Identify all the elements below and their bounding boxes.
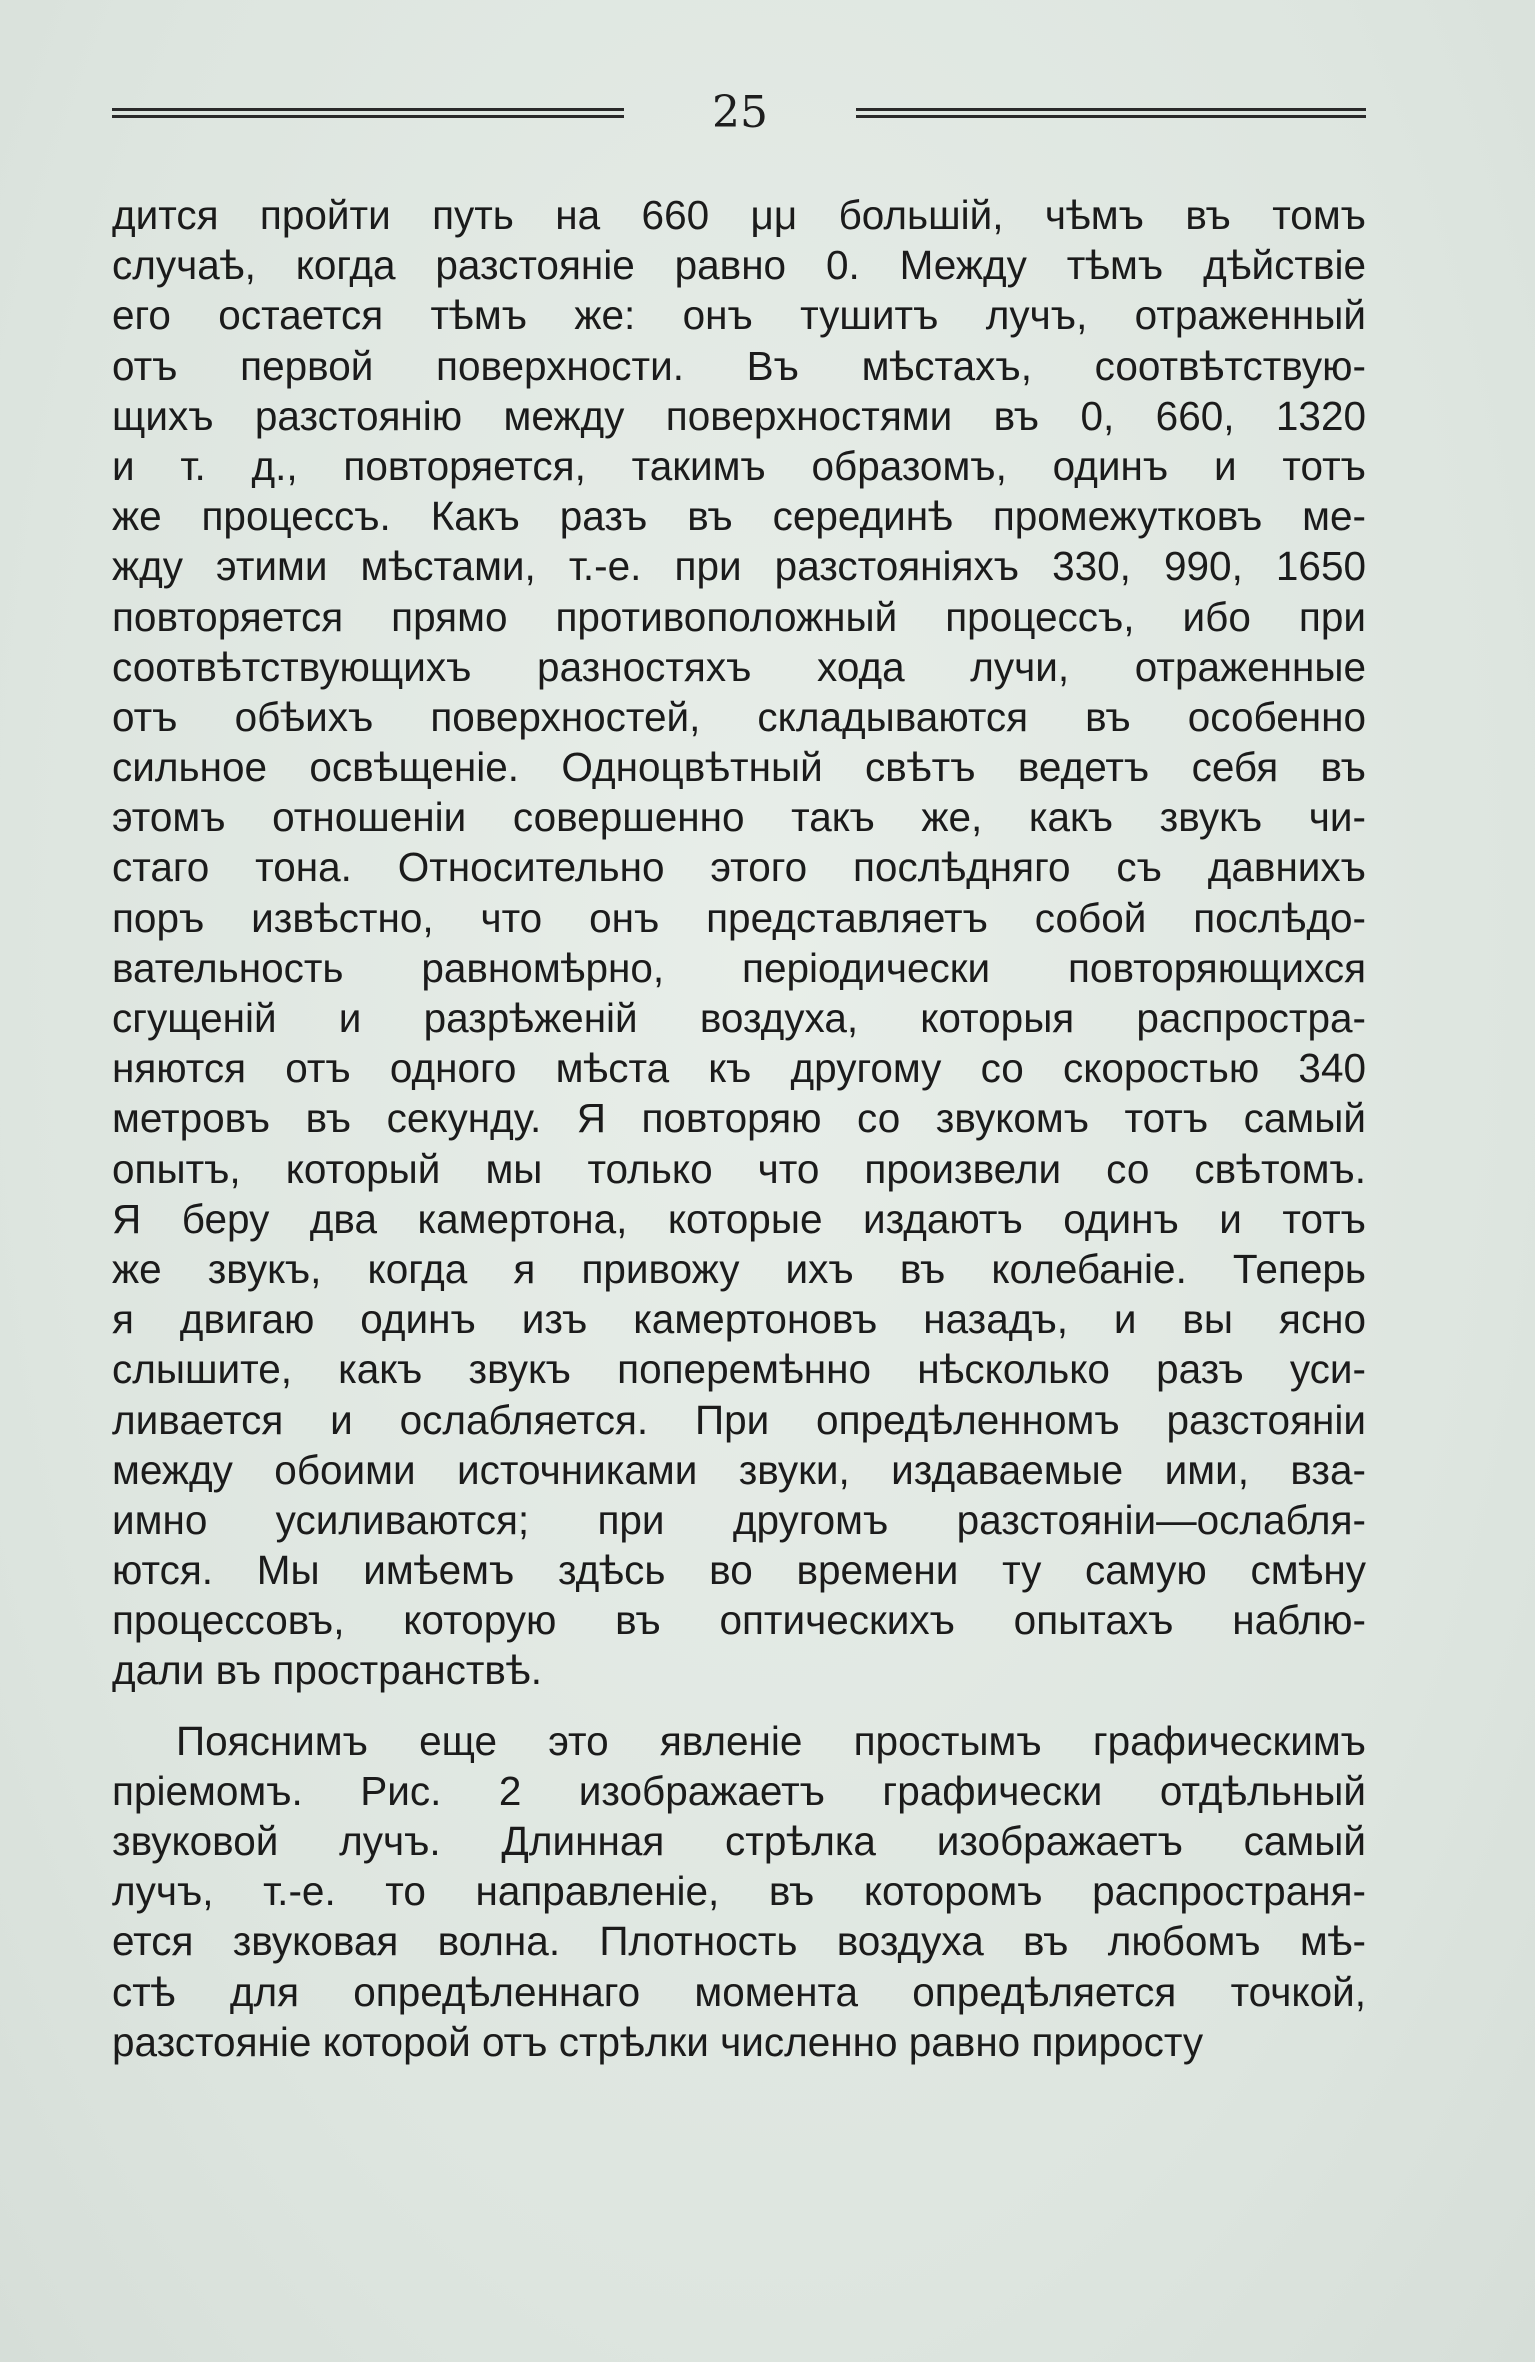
text-line: лучъ, т.-е. то направленіе, въ которомъ распространя- <box>112 1868 1366 1915</box>
text-line: вательность равномѣрно, періодически повторяющихся <box>112 944 1366 991</box>
text-line: няются отъ одного мѣста къ другому со скоростью 340 <box>112 1045 1366 1092</box>
page-header <box>112 88 1366 138</box>
text-line: слышите, какъ звукъ поперемѣнно нѣсколько разъ уси- <box>112 1346 1366 1393</box>
text-line: сгущеній и разрѣженій воздуха, которыя распростра- <box>112 995 1366 1041</box>
text-line: щихъ разстоянію между поверхностями въ 0, 660, 1320 <box>112 392 1366 439</box>
text-line: между обоими источниками звуки, издаваемые ими, вза- <box>112 1446 1366 1493</box>
header-rule-right <box>856 108 1366 118</box>
paragraph-1 <box>112 190 1366 1696</box>
text-line: его остается тѣмъ же: онъ тушитъ лучъ, отраженный <box>112 292 1366 339</box>
text-line: Я беру два камертона, которые издаютъ одинъ и тотъ <box>112 1195 1366 1242</box>
text-line: повторяется прямо противоположный процессъ, ибо при <box>112 593 1366 640</box>
text-line: дится пройти путь на 660 μμ большій, чѣмъ въ томъ <box>112 192 1366 238</box>
text-line: поръ извѣстно, что онъ представляетъ собой послѣдо- <box>112 894 1366 941</box>
text-line: звуковой лучъ. Длинная стрѣлка изображаетъ самый <box>112 1818 1366 1864</box>
text-line: процессовъ, которую въ оптическихъ опытахъ наблю- <box>112 1597 1366 1644</box>
paragraph-2 <box>112 1716 1366 2067</box>
text-line: метровъ въ секунду. Я повторяю со звукомъ тотъ самый <box>112 1095 1366 1142</box>
text-line: же звукъ, когда я привожу ихъ въ колебаніе. Теперь <box>112 1245 1366 1292</box>
text-line: имно усиливаются; при другомъ разстояніи—ослабля- <box>112 1496 1366 1543</box>
text-line: дали въ пространствѣ. <box>112 1647 542 1694</box>
text-line: ливается и ослабляется. При опредѣленномъ разстояніи <box>112 1396 1366 1443</box>
body-text <box>112 190 1366 2067</box>
text-line: жду этими мѣстами, т.-е. при разстояніяхъ 330, 990, 1650 <box>112 543 1366 590</box>
text-line: и т. д., повторяется, такимъ образомъ, одинъ и тотъ <box>112 442 1366 489</box>
text-line: же процессъ. Какъ разъ въ серединѣ промежутковъ ме- <box>112 493 1366 540</box>
text-line: отъ обѣихъ поверхностей, складываются въ особенно <box>112 693 1366 740</box>
text-line: разстояніе которой отъ стрѣлки численно равно приросту <box>112 2018 1204 2065</box>
text-line: я двигаю одинъ изъ камертоновъ назадъ, и вы ясно <box>112 1296 1366 1343</box>
text-line: этомъ отношеніи совершенно такъ же, какъ звукъ чи- <box>112 794 1366 841</box>
text-line: отъ первой поверхности. Въ мѣстахъ, соотвѣтствую- <box>112 342 1366 389</box>
text-line: случаѣ, когда разстояніе равно 0. Между тѣмъ дѣйствіе <box>112 242 1366 289</box>
text-line: стѣ для опредѣленнаго момента опредѣляется точкой, <box>112 1968 1366 2015</box>
text-line: Пояснимъ еще это явленіе простымъ графическимъ <box>176 1717 1366 1764</box>
header-rule-left <box>112 108 624 118</box>
text-line: ется звуковая волна. Плотность воздуха въ любомъ мѣ- <box>112 1918 1366 1965</box>
text-line: сильное освѣщеніе. Одноцвѣтный свѣтъ ведетъ себя въ <box>112 744 1366 791</box>
text-line: пріемомъ. Рис. 2 изображаетъ графически отдѣльный <box>112 1767 1366 1814</box>
text-line: опытъ, который мы только что произвели со свѣтомъ. <box>112 1145 1366 1192</box>
text-line: ются. Мы имѣемъ здѣсь во времени ту самую смѣну <box>112 1547 1366 1594</box>
page-number: 25 <box>712 87 768 138</box>
text-line: стаго тона. Относительно этого послѣдняго съ давнихъ <box>112 844 1366 891</box>
text-line: соотвѣтствующихъ разностяхъ хода лучи, отраженные <box>112 643 1366 690</box>
